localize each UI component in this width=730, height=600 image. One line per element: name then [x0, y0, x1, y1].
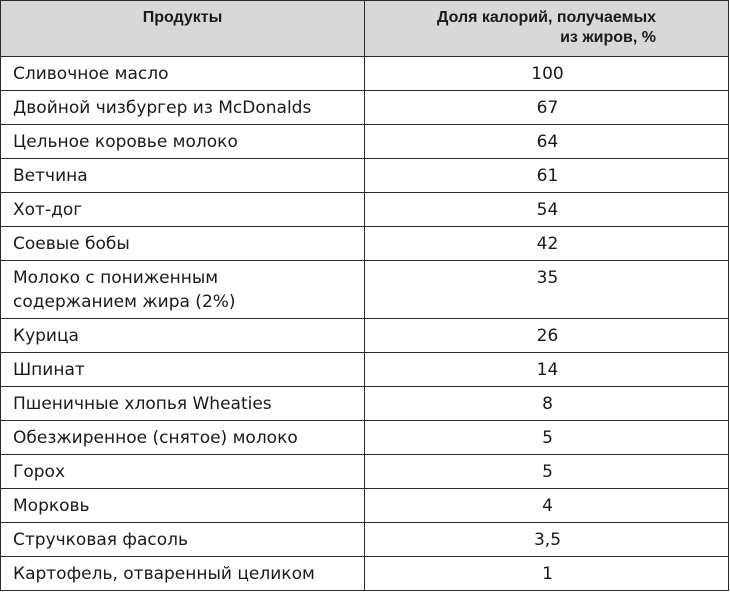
header-products: Продукты [1, 1, 365, 57]
product-cell: Двойной чизбургер из McDonalds [1, 91, 365, 125]
product-cell: Картофель, отваренный целиком [1, 557, 365, 591]
product-cell: Обезжиренное (снятое) молоко [1, 421, 365, 455]
product-cell: Соевые бобы [1, 227, 365, 261]
table-row [1, 455, 729, 489]
value-cell: 54 [365, 193, 729, 227]
product-cell: Ветчина [1, 159, 365, 193]
value-cell: 100 [365, 57, 729, 91]
value-cell: 64 [365, 125, 729, 159]
header-fat-share-line2: из жиров, % [560, 29, 657, 46]
table-row [1, 261, 729, 319]
value-cell: 35 [365, 261, 729, 319]
table-row [1, 125, 729, 159]
header-fat-share [365, 1, 729, 57]
table-row [1, 523, 729, 557]
product-cell-line2: содержанием жира (2%) [13, 292, 236, 312]
table-row [1, 193, 729, 227]
product-cell: Горох [1, 455, 365, 489]
table-row [1, 159, 729, 193]
table-row [1, 353, 729, 387]
table-row [1, 489, 729, 523]
table-row [1, 387, 729, 421]
header-fat-share-line1: Доля калорий, получаемых [436, 9, 657, 26]
value-cell: 67 [365, 91, 729, 125]
value-cell: 1 [365, 557, 729, 591]
value-cell: 4 [365, 489, 729, 523]
product-cell: Стручковая фасоль [1, 523, 365, 557]
table-row [1, 57, 729, 91]
product-cell: Хот-дог [1, 193, 365, 227]
product-cell: Сливочное масло [1, 57, 365, 91]
value-cell: 61 [365, 159, 729, 193]
value-cell: 3,5 [365, 523, 729, 557]
product-cell-line1: Молоко с пониженным [13, 268, 219, 288]
value-cell: 26 [365, 319, 729, 353]
table-row [1, 319, 729, 353]
product-cell: Цельное коровье молоко [1, 125, 365, 159]
product-cell: Шпинат [1, 353, 365, 387]
value-cell: 14 [365, 353, 729, 387]
product-cell: Курица [1, 319, 365, 353]
product-cell: Пшеничные хлопья Wheaties [1, 387, 365, 421]
table-row [1, 421, 729, 455]
value-cell: 8 [365, 387, 729, 421]
value-cell: 5 [365, 421, 729, 455]
table-row [1, 91, 729, 125]
value-cell: 5 [365, 455, 729, 489]
table-row [1, 227, 729, 261]
table-row [1, 557, 729, 591]
product-cell: Морковь [1, 489, 365, 523]
product-cell [1, 261, 365, 319]
value-cell: 42 [365, 227, 729, 261]
table-header-row [1, 1, 729, 57]
